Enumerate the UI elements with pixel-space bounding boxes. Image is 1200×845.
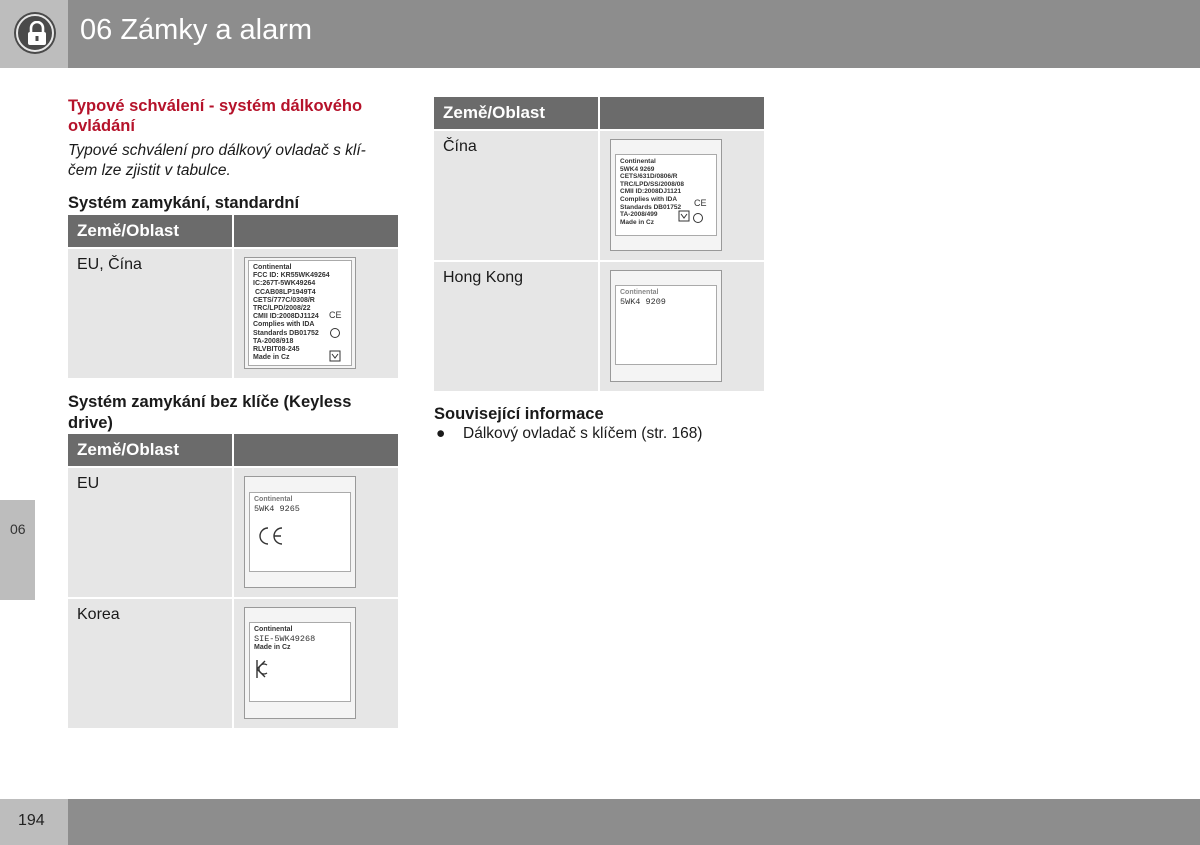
svg-text:CE: CE: [694, 198, 707, 208]
label-brand: Continental: [254, 626, 293, 633]
approval-label-text: Continental 5WK4 9269 CETS/631D/0806/R TRC/LPD/SS/2008/08 CMII ID:2008DJ1121 Complies with IDA Standards DB01752 TA-2008/499 Made in Cz: [620, 158, 684, 226]
bullet-icon: ●: [436, 425, 446, 442]
table-header-row: [434, 97, 764, 129]
header-left-tab: [0, 0, 68, 68]
label-brand: Continental: [620, 289, 659, 296]
region-cell: EU, Čína: [68, 249, 234, 378]
table-header-row: [68, 434, 398, 466]
column-header-region: Země/Oblast: [68, 434, 234, 466]
label-cell: [600, 131, 764, 260]
ce-mark-icon: [678, 197, 708, 227]
lock-icon: [16, 14, 54, 52]
standard-table: [68, 215, 398, 378]
region-cell: Korea: [68, 599, 234, 728]
standard-table-heading: Systém zamykání, standardní: [68, 194, 300, 212]
label-code: SIE-5WK49268: [254, 634, 316, 645]
column-header-region: Země/Oblast: [68, 215, 234, 247]
related-link[interactable]: Dálkový ovladač s klíčem (str. 168): [463, 425, 703, 442]
related-info-title: Související informace: [434, 405, 604, 423]
section-title: Typové schválení - systém dálkového ovládání: [68, 97, 363, 135]
column-header-region: Země/Oblast: [434, 97, 600, 129]
page-number: 194: [18, 812, 45, 829]
label-cell: [600, 262, 764, 391]
keyless-table: [68, 434, 398, 728]
approval-label-image: [244, 257, 356, 369]
approval-label-text: Continental FCC ID: KR55WK49264 IC:267T-5WK49264 CCAB08LP1949T4 CETS/777C/0308/R TRC/LPD/2008/22 CMII ID:2008DJ1124 Complies with IDA Standards DB01752 TA-2008/918 RLVBIT08-245 Made in Cz: [253, 264, 330, 362]
table-row: [434, 129, 764, 260]
column-header-label: [600, 97, 764, 129]
label-cell: [234, 599, 398, 728]
label-code: 5WK4 9209: [620, 297, 666, 308]
label-cell: [234, 468, 398, 597]
section-intro: Typové schválení pro dálkový ovladač s klí- čem lze zjistit v tabulce.: [68, 142, 366, 179]
ce-mark-icon: [329, 309, 343, 367]
footer-page-box: [0, 799, 68, 845]
right-table: [434, 97, 764, 391]
approval-label-image: [610, 270, 722, 382]
ce-mark-icon: [256, 525, 286, 547]
table-row: [68, 247, 398, 378]
chapter-tab: [0, 500, 35, 600]
region-cell: Čína: [434, 131, 600, 260]
label-code: 5WK4 9265: [254, 504, 300, 515]
column-header-label: [234, 215, 398, 247]
table-row: [68, 466, 398, 597]
chapter-tab-label: 06: [10, 521, 26, 537]
page-title: 06 Zámky a alarm: [80, 14, 313, 46]
page-header: [0, 0, 1200, 68]
approval-label-image: [610, 139, 722, 251]
column-header-label: [234, 434, 398, 466]
svg-text:CE: CE: [329, 310, 342, 320]
label-extra: Made in Cz: [254, 644, 291, 652]
label-brand: Continental: [254, 496, 293, 503]
approval-label-image: [244, 476, 356, 588]
region-cell: Hong Kong: [434, 262, 600, 391]
table-row: [68, 597, 398, 728]
label-cell: [234, 249, 398, 378]
footer-bar: [68, 799, 1200, 845]
table-row: [434, 260, 764, 391]
kc-mark-icon: [255, 659, 269, 679]
related-info-item[interactable]: [436, 425, 702, 443]
region-cell: EU: [68, 468, 234, 597]
keyless-table-heading: Systém zamykání bez klíče (Keyless drive): [68, 393, 352, 432]
table-header-row: [68, 215, 398, 247]
approval-label-image: [244, 607, 356, 719]
